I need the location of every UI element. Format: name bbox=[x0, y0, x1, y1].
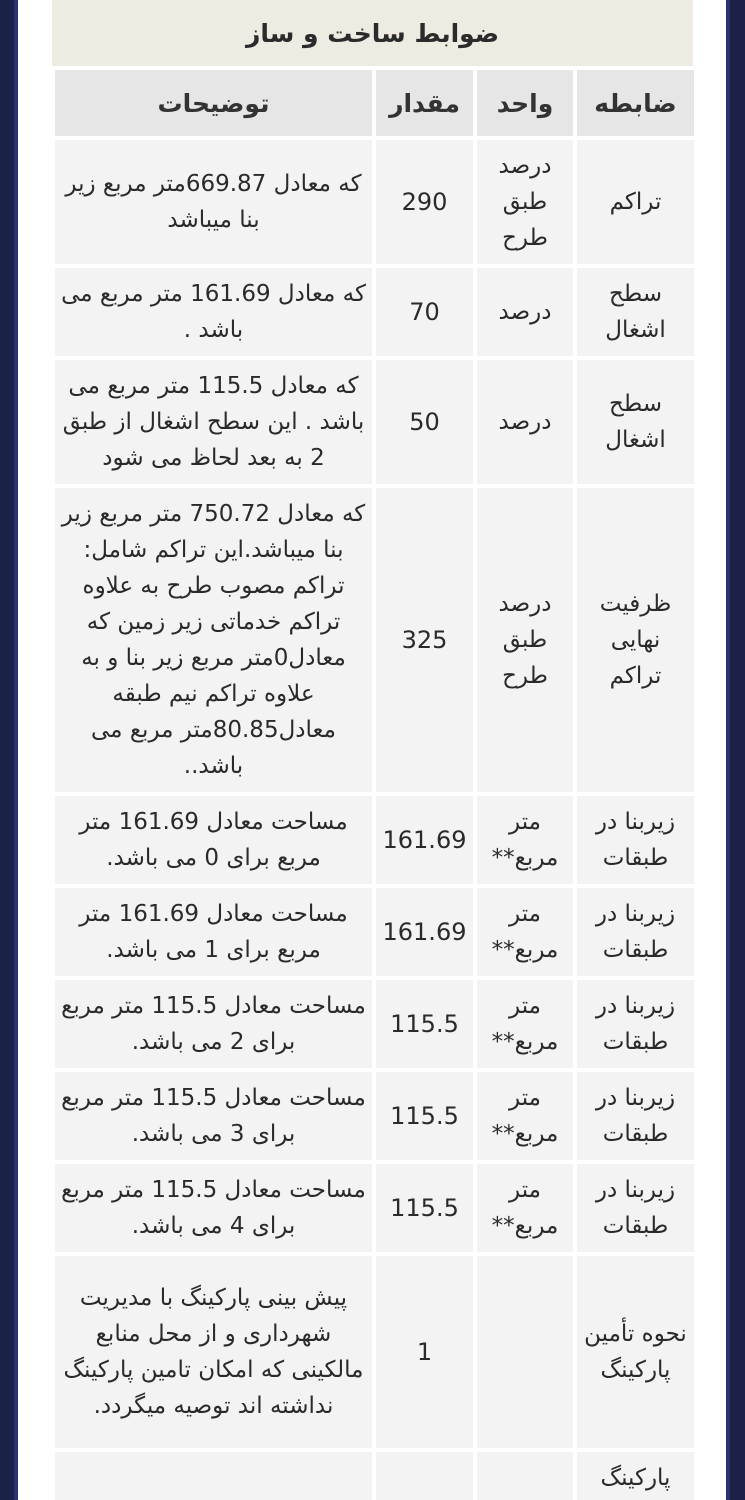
cell-amount: 290 bbox=[376, 140, 473, 264]
section-title: ضوابط ساخت و ساز bbox=[52, 0, 693, 66]
cell-description: مساحت معادل 161.69 متر مربع برای 0 می باشد. bbox=[55, 796, 372, 884]
table-row bbox=[55, 268, 694, 356]
header-description: توضیحات bbox=[55, 70, 372, 136]
cell-amount: 115.5 bbox=[376, 1072, 473, 1160]
table-row bbox=[55, 1256, 694, 1448]
cell-rule: تراکم bbox=[577, 140, 694, 264]
cell-description: مساحت معادل 161.69 متر مربع برای 1 می باشد. bbox=[55, 888, 372, 976]
cell-unit: متر مربع** bbox=[477, 1164, 573, 1252]
cell-amount bbox=[376, 1452, 473, 1500]
left-edge bbox=[0, 0, 18, 1500]
cell-amount: 50 bbox=[376, 360, 473, 484]
cell-description: مساحت معادل 115.5 متر مربع برای 3 می باشد. bbox=[55, 1072, 372, 1160]
right-edge-stripe bbox=[726, 0, 730, 1500]
cell-description: مساحت معادل 115.5 متر مربع برای 4 می باشد. bbox=[55, 1164, 372, 1252]
cell-amount: 115.5 bbox=[376, 980, 473, 1068]
cell-unit: درصد bbox=[477, 360, 573, 484]
cell-unit bbox=[477, 1256, 573, 1448]
cell-rule: زیربنا در طبقات bbox=[577, 888, 694, 976]
table-row bbox=[55, 488, 694, 792]
cell-description: که معادل 750.72 متر مربع زیر بنا میباشد.این تراکم شامل: تراکم مصوب طرح به علاوه تراکم خدماتی زیر زمین که معادل0متر مربع زیر بنا و به علاوه تراکم نیم طبقه معادل80.85متر مربع می باشد.. bbox=[55, 488, 372, 792]
cell-amount: 70 bbox=[376, 268, 473, 356]
content-panel[interactable] bbox=[18, 0, 726, 1500]
table-row bbox=[55, 1452, 694, 1500]
cell-amount: 161.69 bbox=[376, 888, 473, 976]
cell-unit: متر مربع** bbox=[477, 980, 573, 1068]
cell-unit: درصد طبق طرح bbox=[477, 140, 573, 264]
cell-description bbox=[55, 1452, 372, 1500]
right-edge bbox=[726, 0, 745, 1500]
cell-rule: زیربنا در طبقات bbox=[577, 1072, 694, 1160]
table-row bbox=[55, 1072, 694, 1160]
table-row bbox=[55, 1164, 694, 1252]
cell-amount: 1 bbox=[376, 1256, 473, 1448]
header-amount: مقدار bbox=[376, 70, 473, 136]
cell-unit: متر مربع** bbox=[477, 796, 573, 884]
cell-description: که معادل 115.5 متر مربع می باشد . این سطح اشغال از طبق 2 به بعد لحاظ می شود bbox=[55, 360, 372, 484]
header-unit: واحد bbox=[477, 70, 573, 136]
cell-description: پیش بینی پارکینگ با مدیریت شهرداری و از محل منابع مالکینی که امکان تامین پارکینگ نداشته اند توصیه میگردد. bbox=[55, 1256, 372, 1448]
cell-rule: زیربنا در طبقات bbox=[577, 980, 694, 1068]
table-row bbox=[55, 360, 694, 484]
cell-amount: 325 bbox=[376, 488, 473, 792]
cell-description: که معادل 669.87متر مربع زیر بنا میباشد bbox=[55, 140, 372, 264]
cell-amount: 161.69 bbox=[376, 796, 473, 884]
cell-amount: 115.5 bbox=[376, 1164, 473, 1252]
table-row bbox=[55, 796, 694, 884]
table-row bbox=[55, 980, 694, 1068]
cell-description: مساحت معادل 115.5 متر مربع برای 2 می باشد. bbox=[55, 980, 372, 1068]
cell-unit: درصد طبق طرح bbox=[477, 488, 573, 792]
cell-unit bbox=[477, 1452, 573, 1500]
cell-description: که معادل 161.69 متر مربع می باشد . bbox=[55, 268, 372, 356]
cell-rule: سطح اشغال bbox=[577, 360, 694, 484]
table-row bbox=[55, 140, 694, 264]
cell-rule: ظرفیت نهایی تراکم bbox=[577, 488, 694, 792]
cell-unit: درصد bbox=[477, 268, 573, 356]
cell-rule: نحوه تأمین پارکینگ bbox=[577, 1256, 694, 1448]
building-regulations-table bbox=[51, 66, 698, 1500]
cell-rule: زیربنا در طبقات bbox=[577, 1164, 694, 1252]
cell-unit: متر مربع** bbox=[477, 888, 573, 976]
cell-rule: سطح اشغال bbox=[577, 268, 694, 356]
header-rule: ضابطه bbox=[577, 70, 694, 136]
table-row bbox=[55, 888, 694, 976]
cell-unit: متر مربع** bbox=[477, 1072, 573, 1160]
cell-rule: پارکینگ bbox=[577, 1452, 694, 1500]
cell-rule: زیربنا در طبقات bbox=[577, 796, 694, 884]
table-header-row bbox=[55, 70, 694, 136]
